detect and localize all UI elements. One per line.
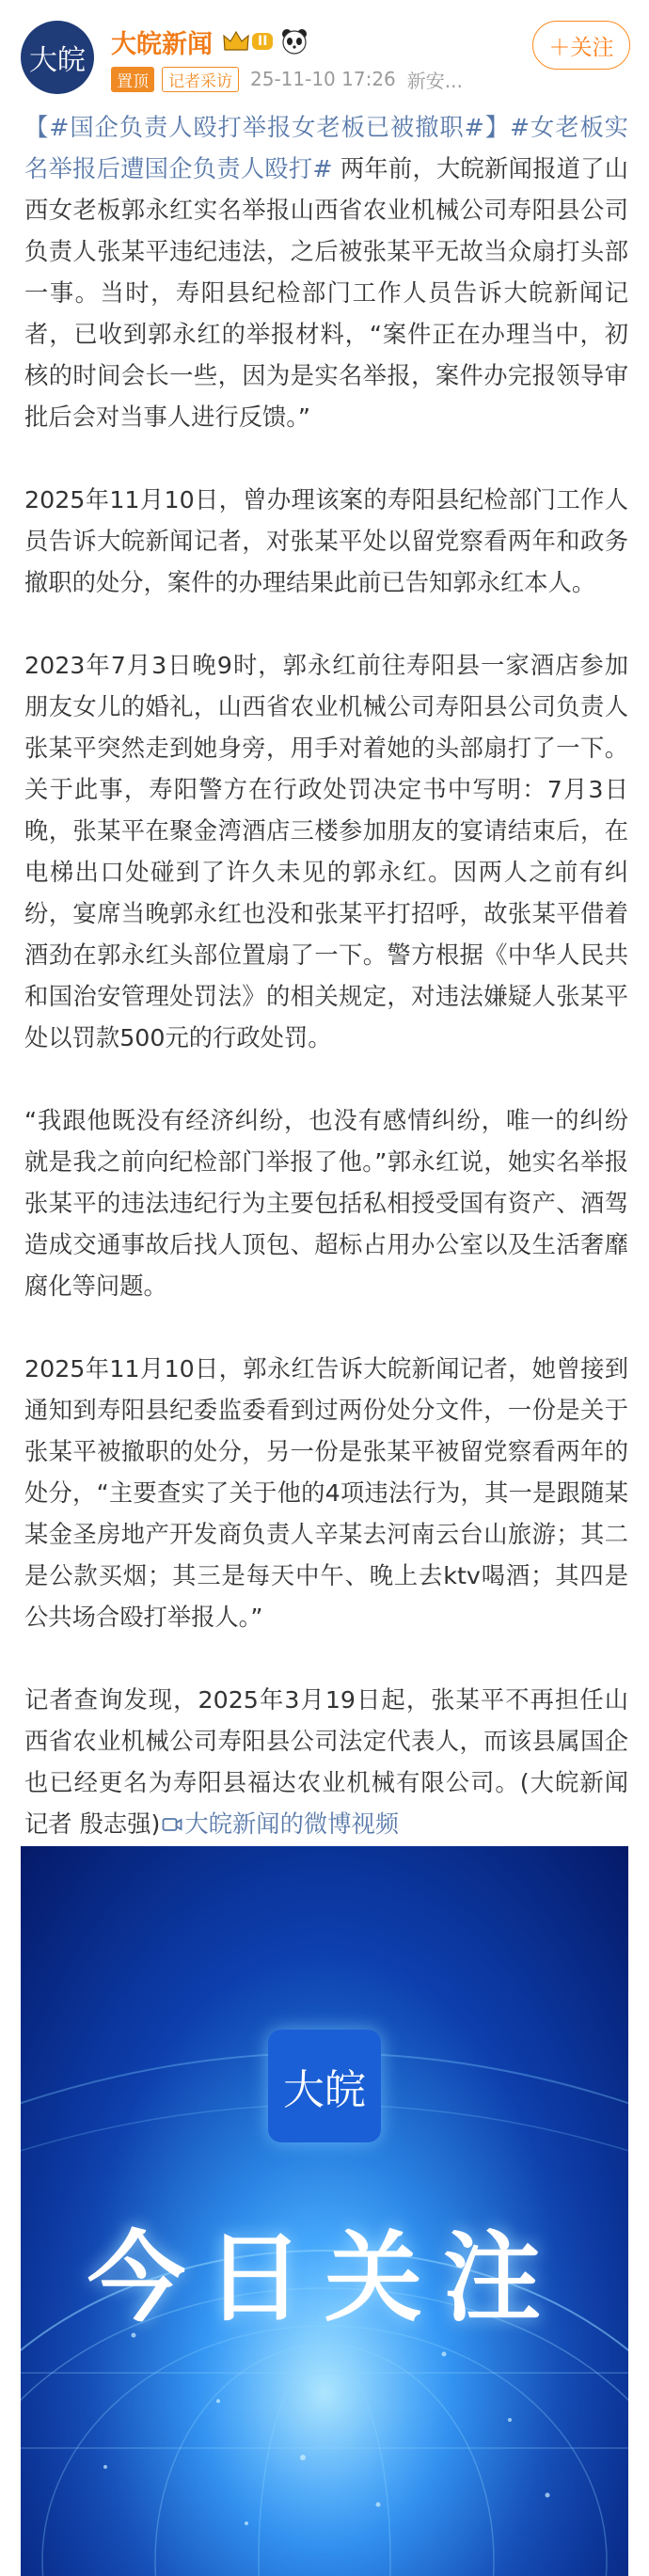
paragraph-6-text: 记者查询发现，2025年3月19日起，张某平不再担任山西省农业机械公司寿阳县公司法定代表人，而该县属国企也已经更名为寿阳县福达农业机械有限公司。(大皖新闻记者 殷志强) <box>24 1686 628 1838</box>
crown-icon <box>222 29 250 54</box>
pinned-tag: 置顶 <box>111 67 154 92</box>
reporter-interview-tag: 记者采访 <box>162 67 239 92</box>
post-location: 新安... <box>406 69 463 92</box>
paragraph-4: “我跟他既没有经济纠纷，也没有感情纠纷，唯一的纠纷就是我之前向纪检部门举报了他。”郭永红说，她实名举报张某平的违法违纪行为主要包括私相授受国有资产、酒驾造成交通事故后找人顶包、超标占用办公室以及生活奢靡腐化等问题。 <box>24 1107 628 1300</box>
cover-logo-text: 大皖 <box>283 2066 366 2114</box>
account-name[interactable]: 大皖新闻 <box>111 29 213 59</box>
avatar[interactable] <box>21 21 94 94</box>
video-link[interactable] <box>160 1810 399 1838</box>
name-row <box>111 23 309 60</box>
panda-icon[interactable] <box>280 27 309 55</box>
meta-row <box>111 66 463 92</box>
topic-link-2[interactable]: #女老板实名举报后遭国企负责人殴打# <box>24 114 628 182</box>
paragraph-1-text: 两年前，大皖新闻报道了山西女老板郭永红实名举报山西省农业机械公司寿阳县公司负责人张某平违纪违法，之后被张某平无故当众扇打头部一事。当时，寿阳县纪检部门工作人员告诉大皖新闻记者，已收到郭永红的举报材料，“案件正在办理当中，初核的时间会长一些，因为是实名举报，案件办完报领导审批后会对当事人进行反馈。” <box>24 155 628 431</box>
cover-logo <box>268 2030 381 2142</box>
follow-button[interactable]: ＋关注 <box>532 21 630 70</box>
paragraph-2: 2025年11月10日，曾办理该案的寿阳县纪检部门工作人员告诉大皖新闻记者，对张某平处以留党察看两年和政务撤职的处分，案件的办理结果此前已告知郭永红本人。 <box>24 486 628 596</box>
level-badge[interactable] <box>222 29 273 54</box>
post-header <box>0 0 649 111</box>
video-link-label: 大皖新闻的微博视频 <box>184 1810 400 1838</box>
post-content <box>24 107 628 1887</box>
level-badge-text: II <box>252 33 273 50</box>
video-link-icon <box>162 1817 182 1834</box>
cover-image[interactable] <box>21 1846 628 2576</box>
cover-title: 今日关注 <box>87 2220 562 2335</box>
post-time: 25-11-10 17:26 <box>250 68 396 90</box>
paragraph-5: 2025年11月10日，郭永红告诉大皖新闻记者，她曾接到通知到寿阳县纪委监委看到过两份处分文件，一份是关于张某平被撤职的处分，另一份是张某平被留党察看两年的处分，“主要查实了关于他的4项违法行为，其一是跟随某某金圣房地产开发商负责人辛某去河南云台山旅游；其二是公款买烟；其三是每天中午、晚上去ktv喝酒；其四是公共场合殴打举报人。” <box>24 1355 628 1631</box>
avatar-logo-text: 大皖 <box>29 44 86 77</box>
paragraph-6 <box>24 1680 628 1845</box>
topic-link-1[interactable]: 【#国企负责人殴打举报女老板已被撤职#】 <box>24 114 510 141</box>
paragraph-3: 2023年7月3日晚9时，郭永红前往寿阳县一家酒店参加朋友女儿的婚礼，山西省农业机械公司寿阳县公司负责人张某平突然走到她身旁，用手对着她的头部扇打了一下。关于此事，寿阳警方在行政处罚决定书中写明：7月3日晚，张某平在聚金湾酒店三楼参加朋友的宴请结束后，在电梯出口处碰到了许久未见的郭永红。因两人之前有纠纷，宴席当晚郭永红也没和张某平打招呼，故张某平借着酒劲在郭永红头部位置扇了一下。警方根据《中华人民共和国治安管理处罚法》的相关规定，对违法嫌疑人张某平处以罚款500元的行政处罚。 <box>24 652 628 1051</box>
paragraph-1 <box>24 107 628 438</box>
